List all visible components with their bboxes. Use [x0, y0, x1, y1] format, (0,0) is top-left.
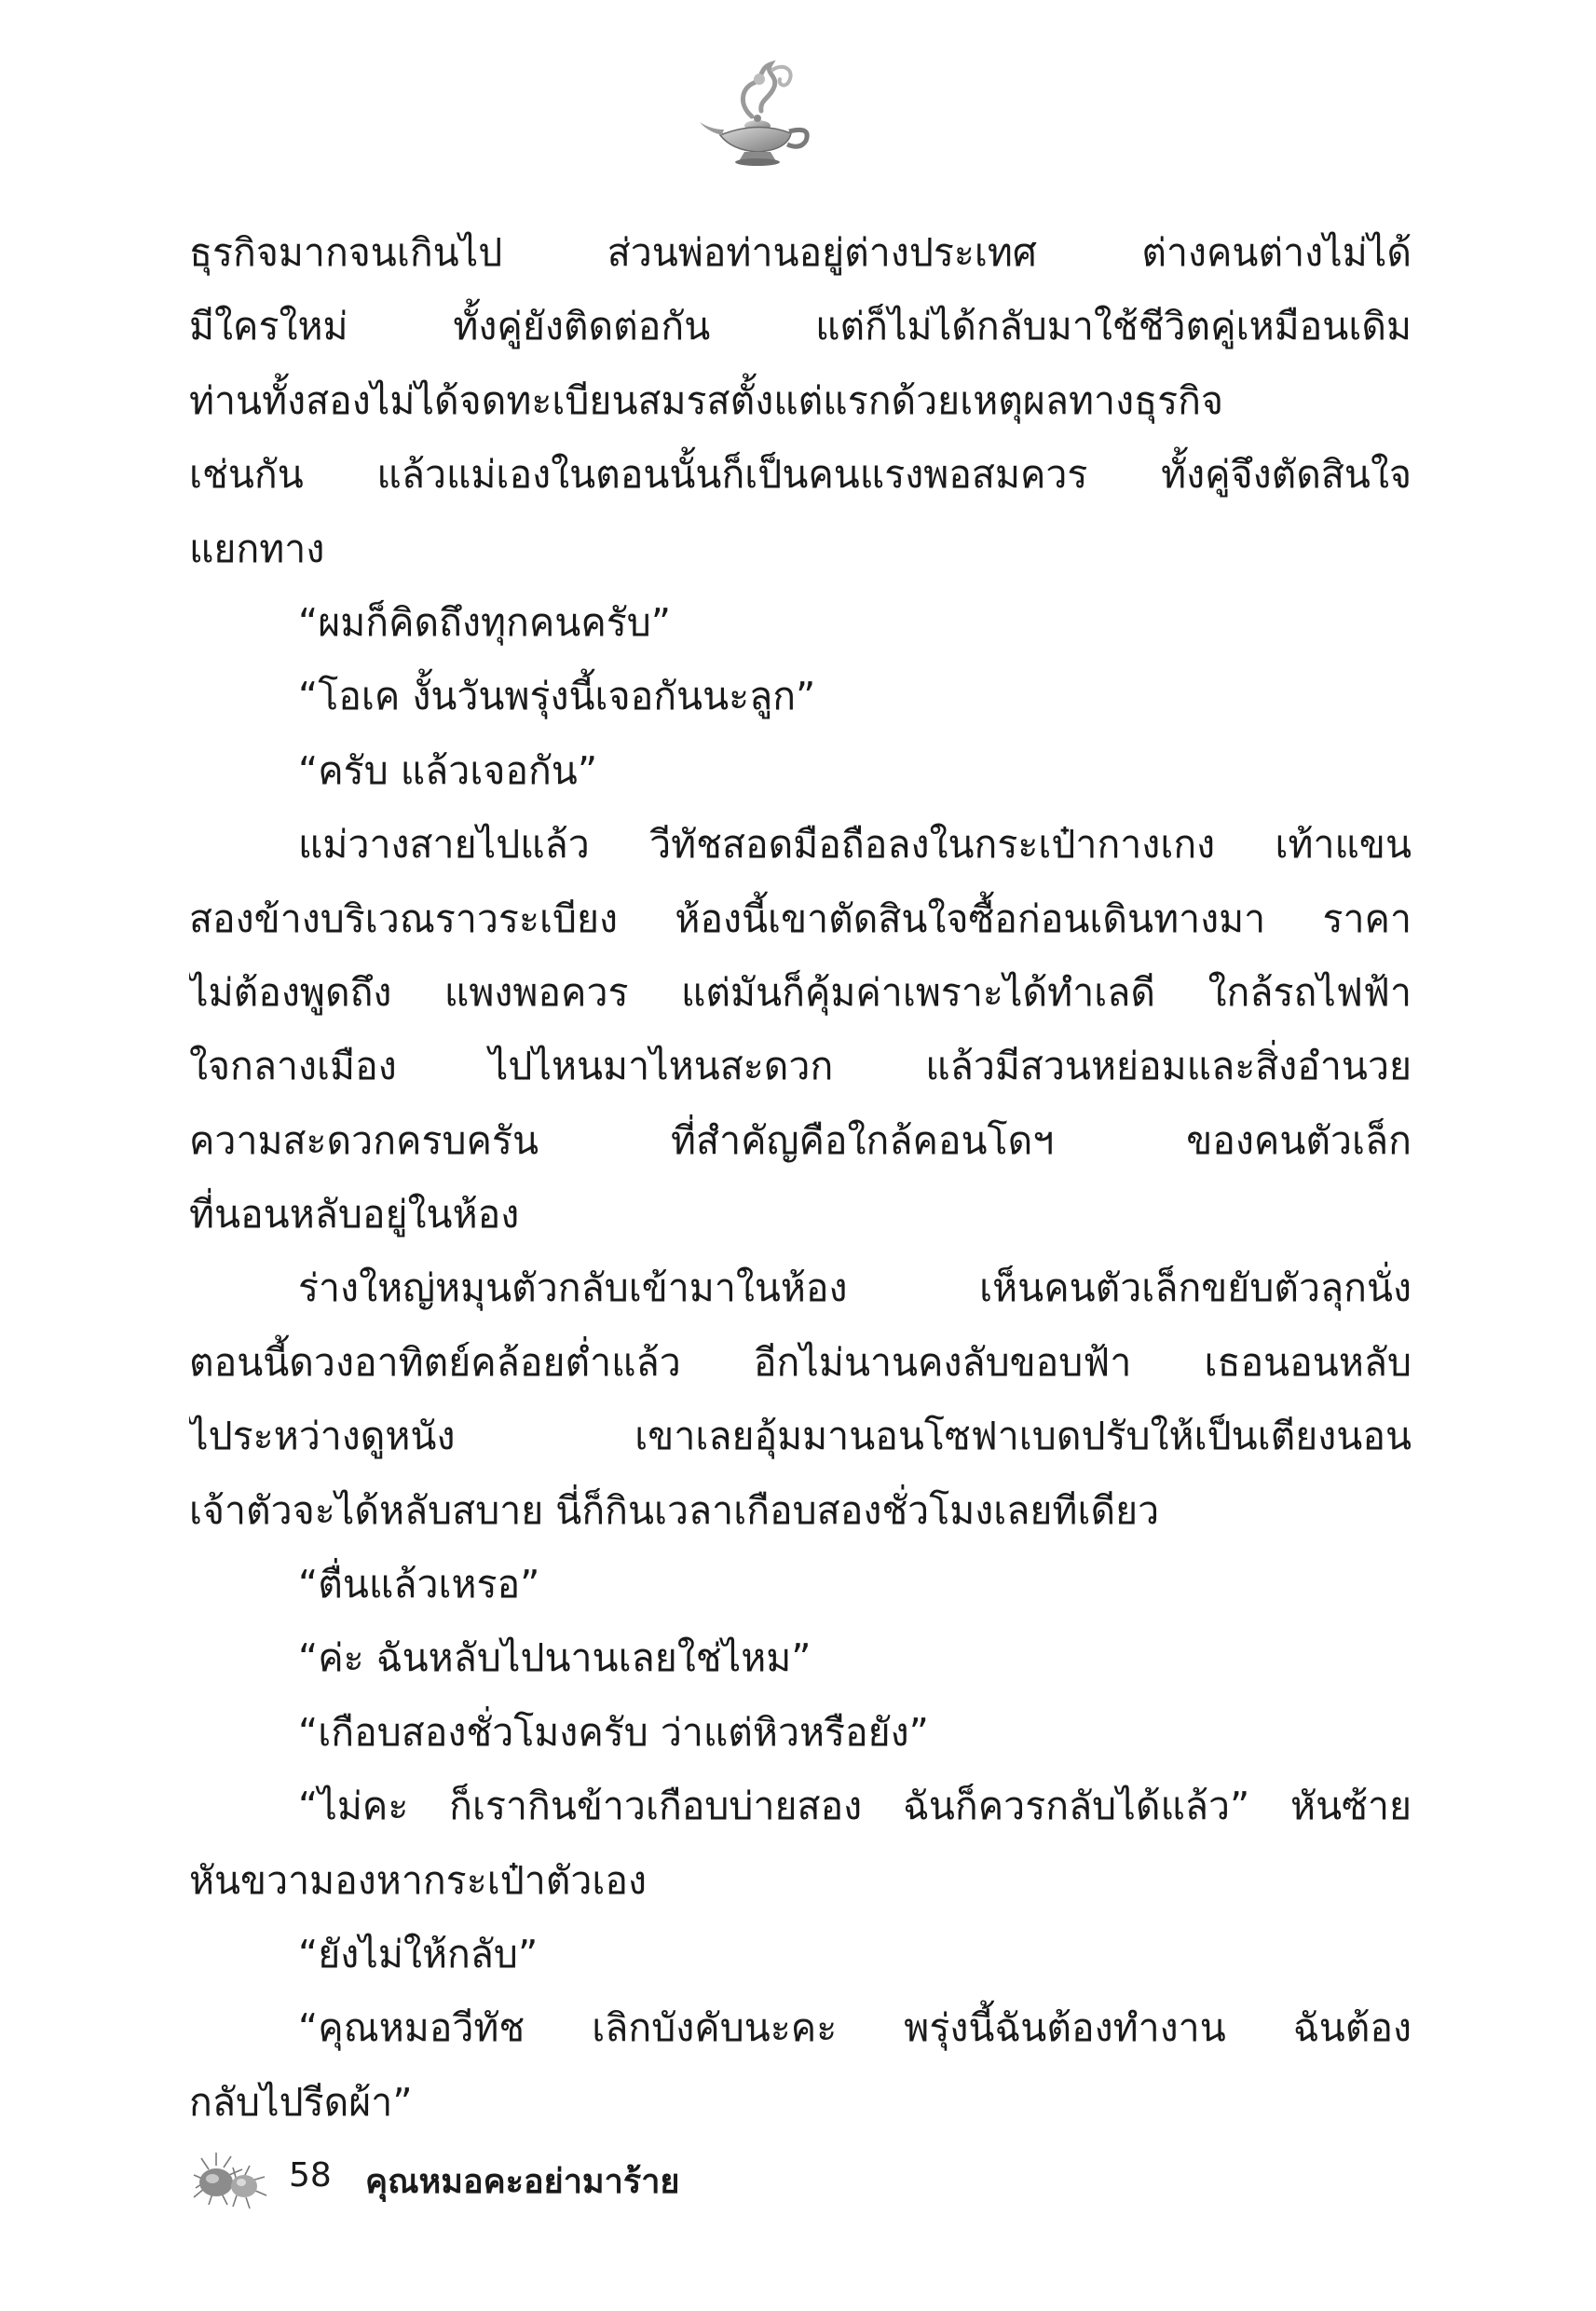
text-line: “คุณหมอวีทัช เลิกบังคับนะคะ พรุ่งนี้ฉันต้องทำงาน ฉันต้อง: [298, 2005, 1412, 2051]
book-title: คุณหมอคะอย่ามาร้าย: [365, 2163, 680, 2201]
text-line: ไม่ต้องพูดถึง แพงพอควร แต่มันก็คุ้มค่าเพราะได้ทำเลดี ใกล้รถไฟฟ้า: [189, 969, 1412, 1015]
text-line: ธุรกิจมากจนเกินไป ส่วนพ่อท่านอยู่ต่างประเทศ ต่างคนต่างไม่ได้: [189, 230, 1412, 275]
genie-lamp-icon: [694, 51, 820, 177]
rambutan-icon: [179, 2143, 272, 2218]
text-line: “ตื่นแล้วเหรอ”: [298, 1562, 540, 1607]
text-line: ไประหว่างดูหนัง เขาเลยอุ้มมานอนโซฟาเบดปรับให้เป็นเตียงนอน: [189, 1414, 1412, 1459]
page-footer: [179, 2143, 831, 2218]
text-line: ตอนนี้ดวงอาทิตย์คล้อยต่ำแล้ว อีกไม่นานคงลับขอบฟ้า เธอนอนหลับ: [189, 1339, 1412, 1385]
text-line: ร่างใหญ่หมุนตัวกลับเข้ามาในห้อง เห็นคนตัวเล็กขยับตัวลุกนั่ง: [298, 1265, 1412, 1311]
text-line: “ผมก็คิดถึงทุกคนครับ”: [298, 599, 672, 645]
story-body: [189, 216, 1412, 2140]
text-line: เจ้าตัวจะได้หลับสบาย นี่ก็กินเวลาเกือบสองชั่วโมงเลยทีเดียว: [189, 1487, 1160, 1533]
text-line: ที่นอนหลับอยู่ในห้อง: [189, 1192, 520, 1238]
text-line: สองข้างบริเวณราวระเบียง ห้องนี้เขาตัดสินใจซื้อก่อนเดินทางมา ราคา: [189, 896, 1412, 941]
text-line: ท่านทั้งสองไม่ได้จดทะเบียนสมรสตั้งแต่แรกด้วยเหตุผลทางธุรกิจ: [189, 377, 1223, 423]
text-line: ใจกลางเมือง ไปไหนมาไหนสะดวก แล้วมีสวนหย่อมและสิ่งอำนวย: [189, 1044, 1412, 1089]
text-line: มีใครใหม่ ทั้งคู่ยังติดต่อกัน แต่ก็ไม่ได้กลับมาใช้ชีวิตคู่เหมือนเดิม: [189, 304, 1412, 349]
text-line: หันขวามองหากระเป๋าตัวเอง: [189, 1857, 648, 1903]
text-line: แม่วางสายไปแล้ว วีทัชสอดมือถือลงในกระเป๋ากางเกง เท้าแขน: [298, 822, 1412, 868]
text-line: “เกือบสองชั่วโมงครับ ว่าแต่หิวหรือยัง”: [298, 1709, 929, 1755]
text-line: “ไม่คะ ก็เรากินข้าวเกือบบ่ายสอง ฉันก็ควรกลับได้แล้ว” หันซ้าย: [298, 1784, 1412, 1829]
text-line: ความสะดวกครบครัน ที่สำคัญคือใกล้คอนโดฯ ของคนตัวเล็ก: [189, 1117, 1412, 1163]
text-line: “ค่ะ ฉันหลับไปนานเลยใช่ไหม”: [298, 1635, 812, 1681]
page-number: 58: [289, 2156, 332, 2195]
text-line: แยกทาง: [189, 526, 325, 571]
text-line: กลับไปรีดผ้า”: [189, 2079, 413, 2125]
text-line: เช่นกัน แล้วแม่เองในตอนนั้นก็เป็นคนแรงพอสมควร ทั้งคู่จึงตัดสินใจ: [189, 452, 1412, 498]
text-line: “โอเค งั้นวันพรุ่งนี้เจอกันนะลูก”: [298, 674, 816, 719]
text-line: “ครับ แล้วเจอกัน”: [298, 747, 598, 793]
text-line: “ยังไม่ให้กลับ”: [298, 1931, 539, 1976]
